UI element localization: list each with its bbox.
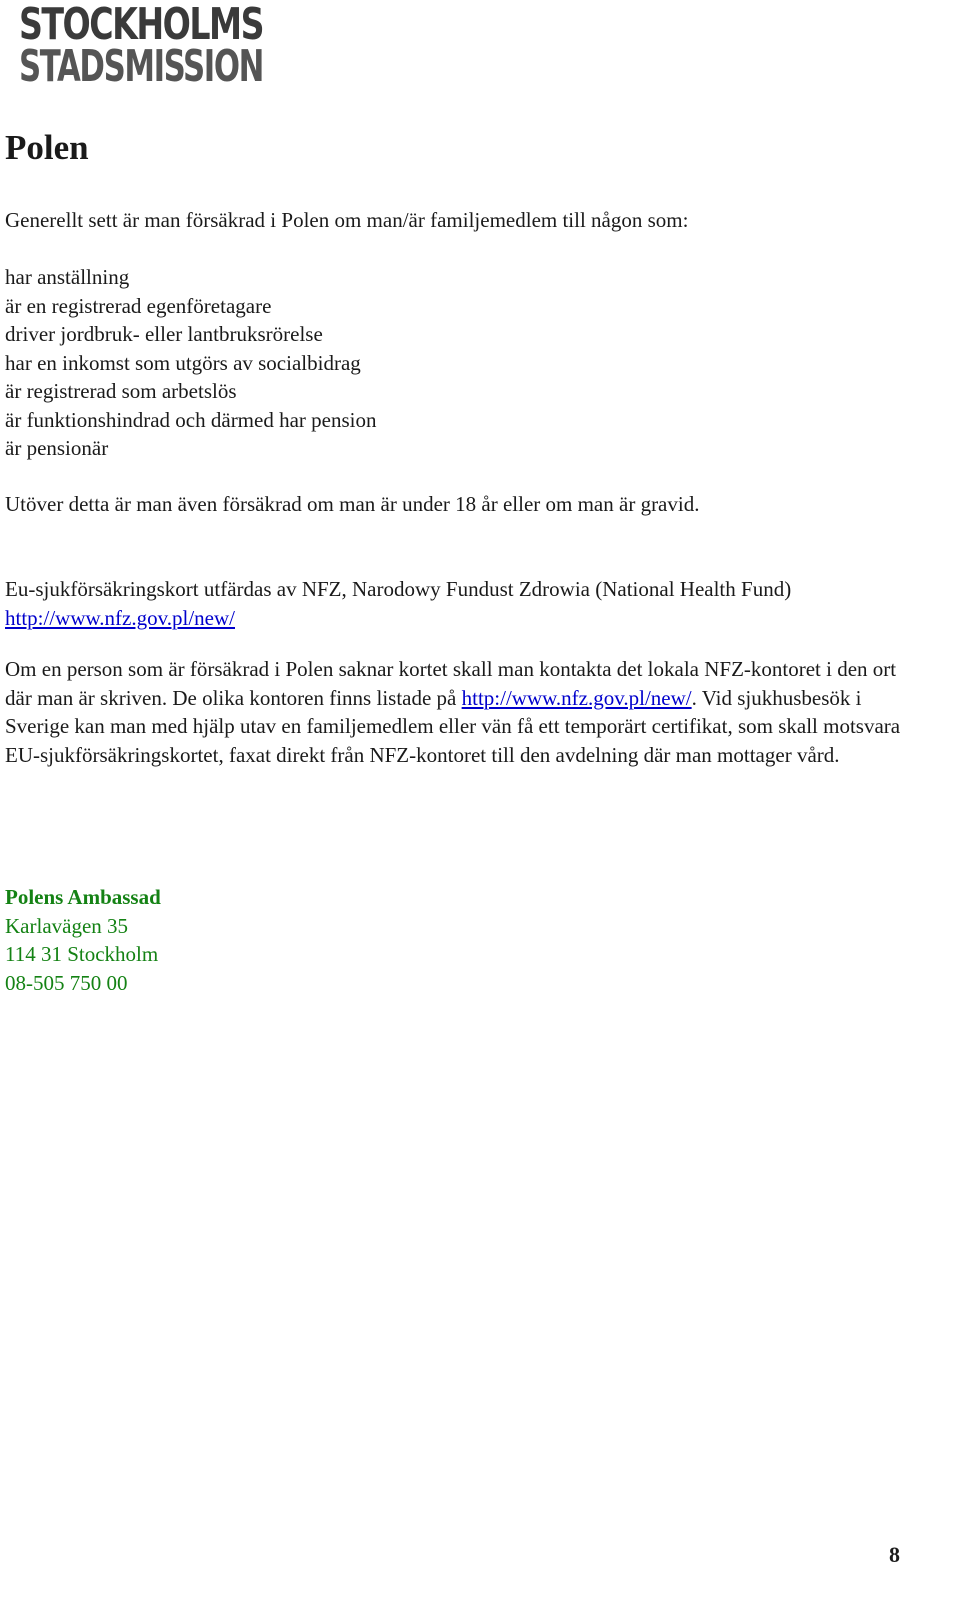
page-title: Polen [5,128,89,167]
logo-line-1: STOCKHOLMS [19,0,263,50]
intro-paragraph: Generellt sett är man försäkrad i Polen om man/är familjemedlem till någon som: [5,208,689,232]
embassy-name: Polens Ambassad [5,885,161,909]
embassy-city: 114 31 Stockholm [5,942,159,966]
logo-graphic [19,0,269,92]
embassy-street: Karlavägen 35 [5,913,129,938]
contact-paragraph [5,655,905,769]
insurance-criteria-list [5,263,945,463]
nfz-link[interactable]: http://www.nfz.gov.pl/new/ [5,605,235,630]
extra-coverage-paragraph: Utöver detta är man även försäkrad om man är under 18 år eller om man är gravid. [5,492,700,516]
list-item: driver jordbruk- eller lantbruksrörelse [5,322,323,346]
embassy-phone: 08-505 750 00 [5,970,128,995]
list-item: är en registrerad egenföretagare [5,293,272,318]
contact-text-before: Om en person som är försäkrad i Polen saknar kortet skall man kontakta det lokala NFZ-kontoret i den ort där man är skriven. De olika kontoren finns listade på [5,657,897,710]
organization-logo [19,0,269,92]
nfz-offices-link[interactable]: http://www.nfz.gov.pl/new/ [461,685,692,710]
list-item: är pensionär [5,436,109,460]
list-item: har en inkomst som utgörs av socialbidrag [5,350,361,375]
card-issuer-text: Eu-sjukförsäkringskort utfärdas av NFZ, Narodowy Fundust Zdrowia (National Health Fund) [5,577,792,601]
logo-line-2: STADSMISSION [19,41,263,92]
page-number: 8 [889,1542,900,1567]
list-item: har anställning [5,265,130,289]
embassy-address [5,883,945,997]
contact-text-after: . Vid sjukhusbesök i Sverige kan man med hjälp utav en familjemedlem eller vän få ett temporärt certifikat, som skall motsvara EU-sjukförsäkringskortet, faxat direkt från NFZ-kontoret till den avdelning där man mottager vård. [5,685,901,767]
list-item: är funktionshindrad och därmed har pension [5,407,377,432]
list-item: är registrerad som arbetslös [5,379,237,403]
card-issuer-paragraph [5,575,945,632]
